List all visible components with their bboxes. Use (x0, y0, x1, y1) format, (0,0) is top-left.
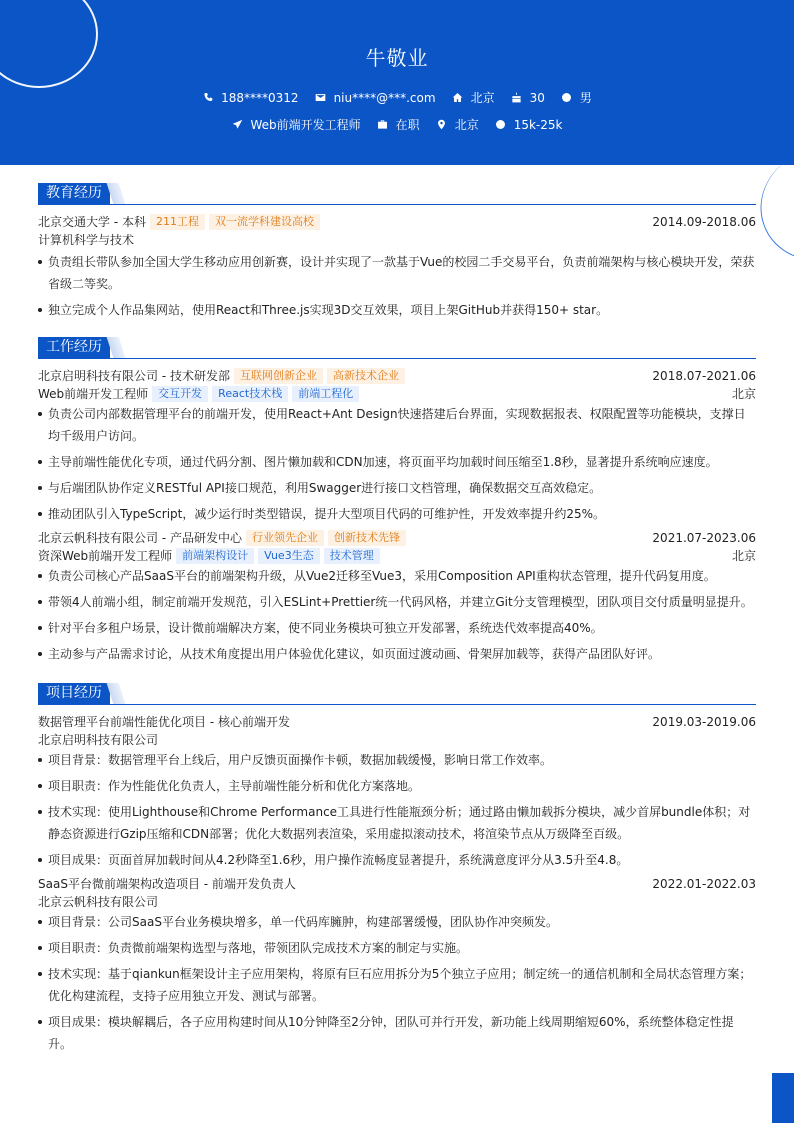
education-entry-header (38, 213, 756, 231)
decorative-block (772, 1073, 794, 1123)
job-title-item (232, 116, 361, 133)
list-item: 主导前端性能优化专项，通过代码分割、图片懒加载和CDN加速，将页面平均加载时间压缩至1.8秒，显著提升系统响应速度。 (38, 451, 756, 473)
education-section (38, 183, 756, 325)
age-item (511, 91, 545, 105)
work-section (38, 337, 756, 669)
work-date: 2018.07-2021.06 (652, 369, 756, 383)
role-name: 资深Web前端开发工程师 (38, 549, 173, 563)
email-item (315, 91, 436, 105)
candidate-name: 牛敬业 (365, 46, 429, 70)
section-header (38, 683, 756, 705)
salary-text: 15k-25k (513, 117, 563, 132)
role-tag: 前端工程化 (292, 386, 359, 402)
mail-icon (315, 92, 327, 104)
school-name: 北京交通大学 - 本科 (38, 215, 146, 229)
project-entry-header (38, 713, 756, 731)
section-header (38, 183, 756, 205)
work-bullets (38, 403, 756, 525)
company-tag: 行业领先企业 (246, 530, 324, 546)
work-bullets (38, 565, 756, 665)
list-item: 负责公司内部数据管理平台的前端开发，使用React+Ant Design快速搭建后台界面，实现数据报表、权限配置等功能模块，支撑日均千级用户访问。 (38, 403, 756, 447)
list-item: 主动参与产品需求讨论，从技术角度提出用户体验优化建议，如页面过渡动画、骨架屏加载等，获得产品团队好评。 (38, 643, 756, 665)
gender-text: 男 (579, 91, 592, 105)
project-company-row (38, 731, 756, 749)
project-date: 2019.03-2019.06 (652, 715, 756, 729)
role-row (38, 385, 756, 403)
role-name: Web前端开发工程师 (38, 387, 149, 401)
home-icon (452, 92, 464, 104)
list-item: 项目背景：公司SaaS平台业务模块增多，单一代码库臃肿，构建部署缓慢，团队协作冲突频发。 (38, 911, 756, 933)
list-item: 项目成果：页面首屏加载时间从4.2秒降至1.6秒，用户操作流畅度显著提升，系统满意度评分从3.5升至4.8。 (38, 849, 756, 871)
age-text: 30 (529, 90, 545, 105)
list-item: 项目背景：数据管理平台上线后，用户反馈页面操作卡顿，数据加载缓慢，影响日常工作效率。 (38, 749, 756, 771)
role-tag: Vue3生态 (258, 548, 320, 564)
list-item: 独立完成个人作品集网站，使用React和Three.js实现3D交互效果，项目上架GitHub并获得150+ star。 (38, 299, 756, 321)
project-date: 2022.01-2022.03 (652, 877, 756, 891)
list-item: 与后端团队协作定义RESTful API接口规范，利用Swagger进行接口文档管理，确保数据交互高效稳定。 (38, 477, 756, 499)
project-bullets (38, 911, 756, 1055)
project-entry-header (38, 875, 756, 893)
role-tag: 前端架构设计 (176, 548, 254, 564)
company-name: 北京云帆科技有限公司 - 产品研发中心 (38, 531, 242, 545)
work-city: 北京 (731, 387, 756, 401)
status-text: 在职 (395, 118, 420, 132)
section-title: 教育经历 (38, 183, 110, 204)
role-tag: React技术栈 (212, 386, 288, 402)
company-tag: 创新技术先锋 (328, 530, 406, 546)
location-pin-icon (436, 119, 448, 131)
project-company: 北京启明科技有限公司 (38, 733, 159, 747)
company-tag: 高新技术企业 (327, 368, 405, 384)
work-city: 北京 (731, 549, 756, 563)
project-section (38, 683, 756, 1059)
phone-icon (202, 92, 214, 104)
target-city-item (436, 116, 479, 133)
project-title: SaaS平台微前端架构改造项目 - 前端开发负责人 (38, 877, 296, 891)
section-header (38, 337, 756, 359)
list-item: 推动团队引入TypeScript，减少运行时类型错误，提升大型项目代码的可维护性，开发效率提升约25%。 (38, 503, 756, 525)
city-item (452, 89, 495, 106)
contact-row (0, 89, 794, 106)
phone-text: 188****0312 (221, 90, 299, 105)
project-company: 北京云帆科技有限公司 (38, 895, 159, 909)
section-title: 工作经历 (38, 337, 110, 358)
list-item: 技术实现：使用Lighthouse和Chrome Performance工具进行性能瓶颈分析；通过路由懒加载拆分模块，减少首屏bundle体积；对静态资源进行Gzip压缩和CDN部署；优化大数据列表渲染，采用虚拟滚动技术，将渲染节点从万级降至百级。 (38, 801, 756, 845)
gender-item (561, 89, 592, 106)
project-bullets (38, 749, 756, 871)
list-item: 带领4人前端小组，制定前端开发规范，引入ESLint+Prettier统一代码风格，并建立Git分支管理模型，团队项目交付质量明显提升。 (38, 591, 756, 613)
school-tag: 211工程 (150, 214, 205, 230)
cake-icon (511, 92, 523, 104)
briefcase-icon (377, 119, 389, 131)
education-date: 2014.09-2018.06 (652, 215, 756, 229)
work-entry-header (38, 367, 756, 385)
education-bullets (38, 251, 756, 321)
email-text: niu****@***.com (333, 90, 436, 105)
city-text: 北京 (470, 91, 495, 105)
school-tag: 双一流学科建设高校 (209, 214, 320, 230)
project-title: 数据管理平台前端性能优化项目 - 核心前端开发 (38, 715, 290, 729)
money-icon (495, 119, 507, 131)
project-company-row (38, 893, 756, 911)
major: 计算机科学与技术 (38, 233, 135, 247)
company-name: 北京启明科技有限公司 - 技术研发部 (38, 369, 230, 383)
role-row (38, 547, 756, 565)
list-item: 针对平台多租户场景，设计微前端解决方案，使不同业务模块可独立开发部署，系统迭代效率提高40%。 (38, 617, 756, 639)
role-tag: 技术管理 (324, 548, 380, 564)
list-item: 项目职责：负责微前端架构选型与落地，带领团队完成技术方案的制定与实施。 (38, 937, 756, 959)
list-item: 项目职责：作为性能优化负责人，主导前端性能分析和优化方案落地。 (38, 775, 756, 797)
role-tag: 交互开发 (152, 386, 208, 402)
list-item: 负责组长带队参加全国大学生移动应用创新赛，设计并实现了一款基于Vue的校园二手交易平台，负责前端架构与核心模块开发，荣获省级二等奖。 (38, 251, 756, 295)
section-title: 项目经历 (38, 683, 110, 704)
phone-item (202, 91, 298, 105)
status-item (377, 116, 420, 133)
work-date: 2021.07-2023.06 (652, 531, 756, 545)
job-title-text: Web前端开发工程师 (250, 118, 361, 132)
list-item: 项目成果：模块解耦后，各子应用构建时间从10分钟降至2分钟，团队可并行开发，新功能上线周期缩短60%，系统整体稳定性提升。 (38, 1011, 756, 1055)
target-city-text: 北京 (454, 118, 479, 132)
work-entry-header (38, 529, 756, 547)
salary-item (495, 118, 563, 132)
job-intent-row (0, 116, 794, 133)
list-item: 负责公司核心产品SaaS平台的前端架构升级，从Vue2迁移至Vue3，采用Composition API重构状态管理，提升代码复用度。 (38, 565, 756, 587)
gender-icon (561, 92, 573, 104)
company-tag: 互联网创新企业 (234, 368, 323, 384)
resume-header (0, 0, 794, 165)
send-icon (232, 119, 244, 131)
list-item: 技术实现：基于qiankun框架设计主子应用架构，将原有巨石应用拆分为5个独立子应用；制定统一的通信机制和全局状态管理方案；优化构建流程，支持子应用独立开发、测试与部署。 (38, 963, 756, 1007)
major-row (38, 231, 756, 249)
